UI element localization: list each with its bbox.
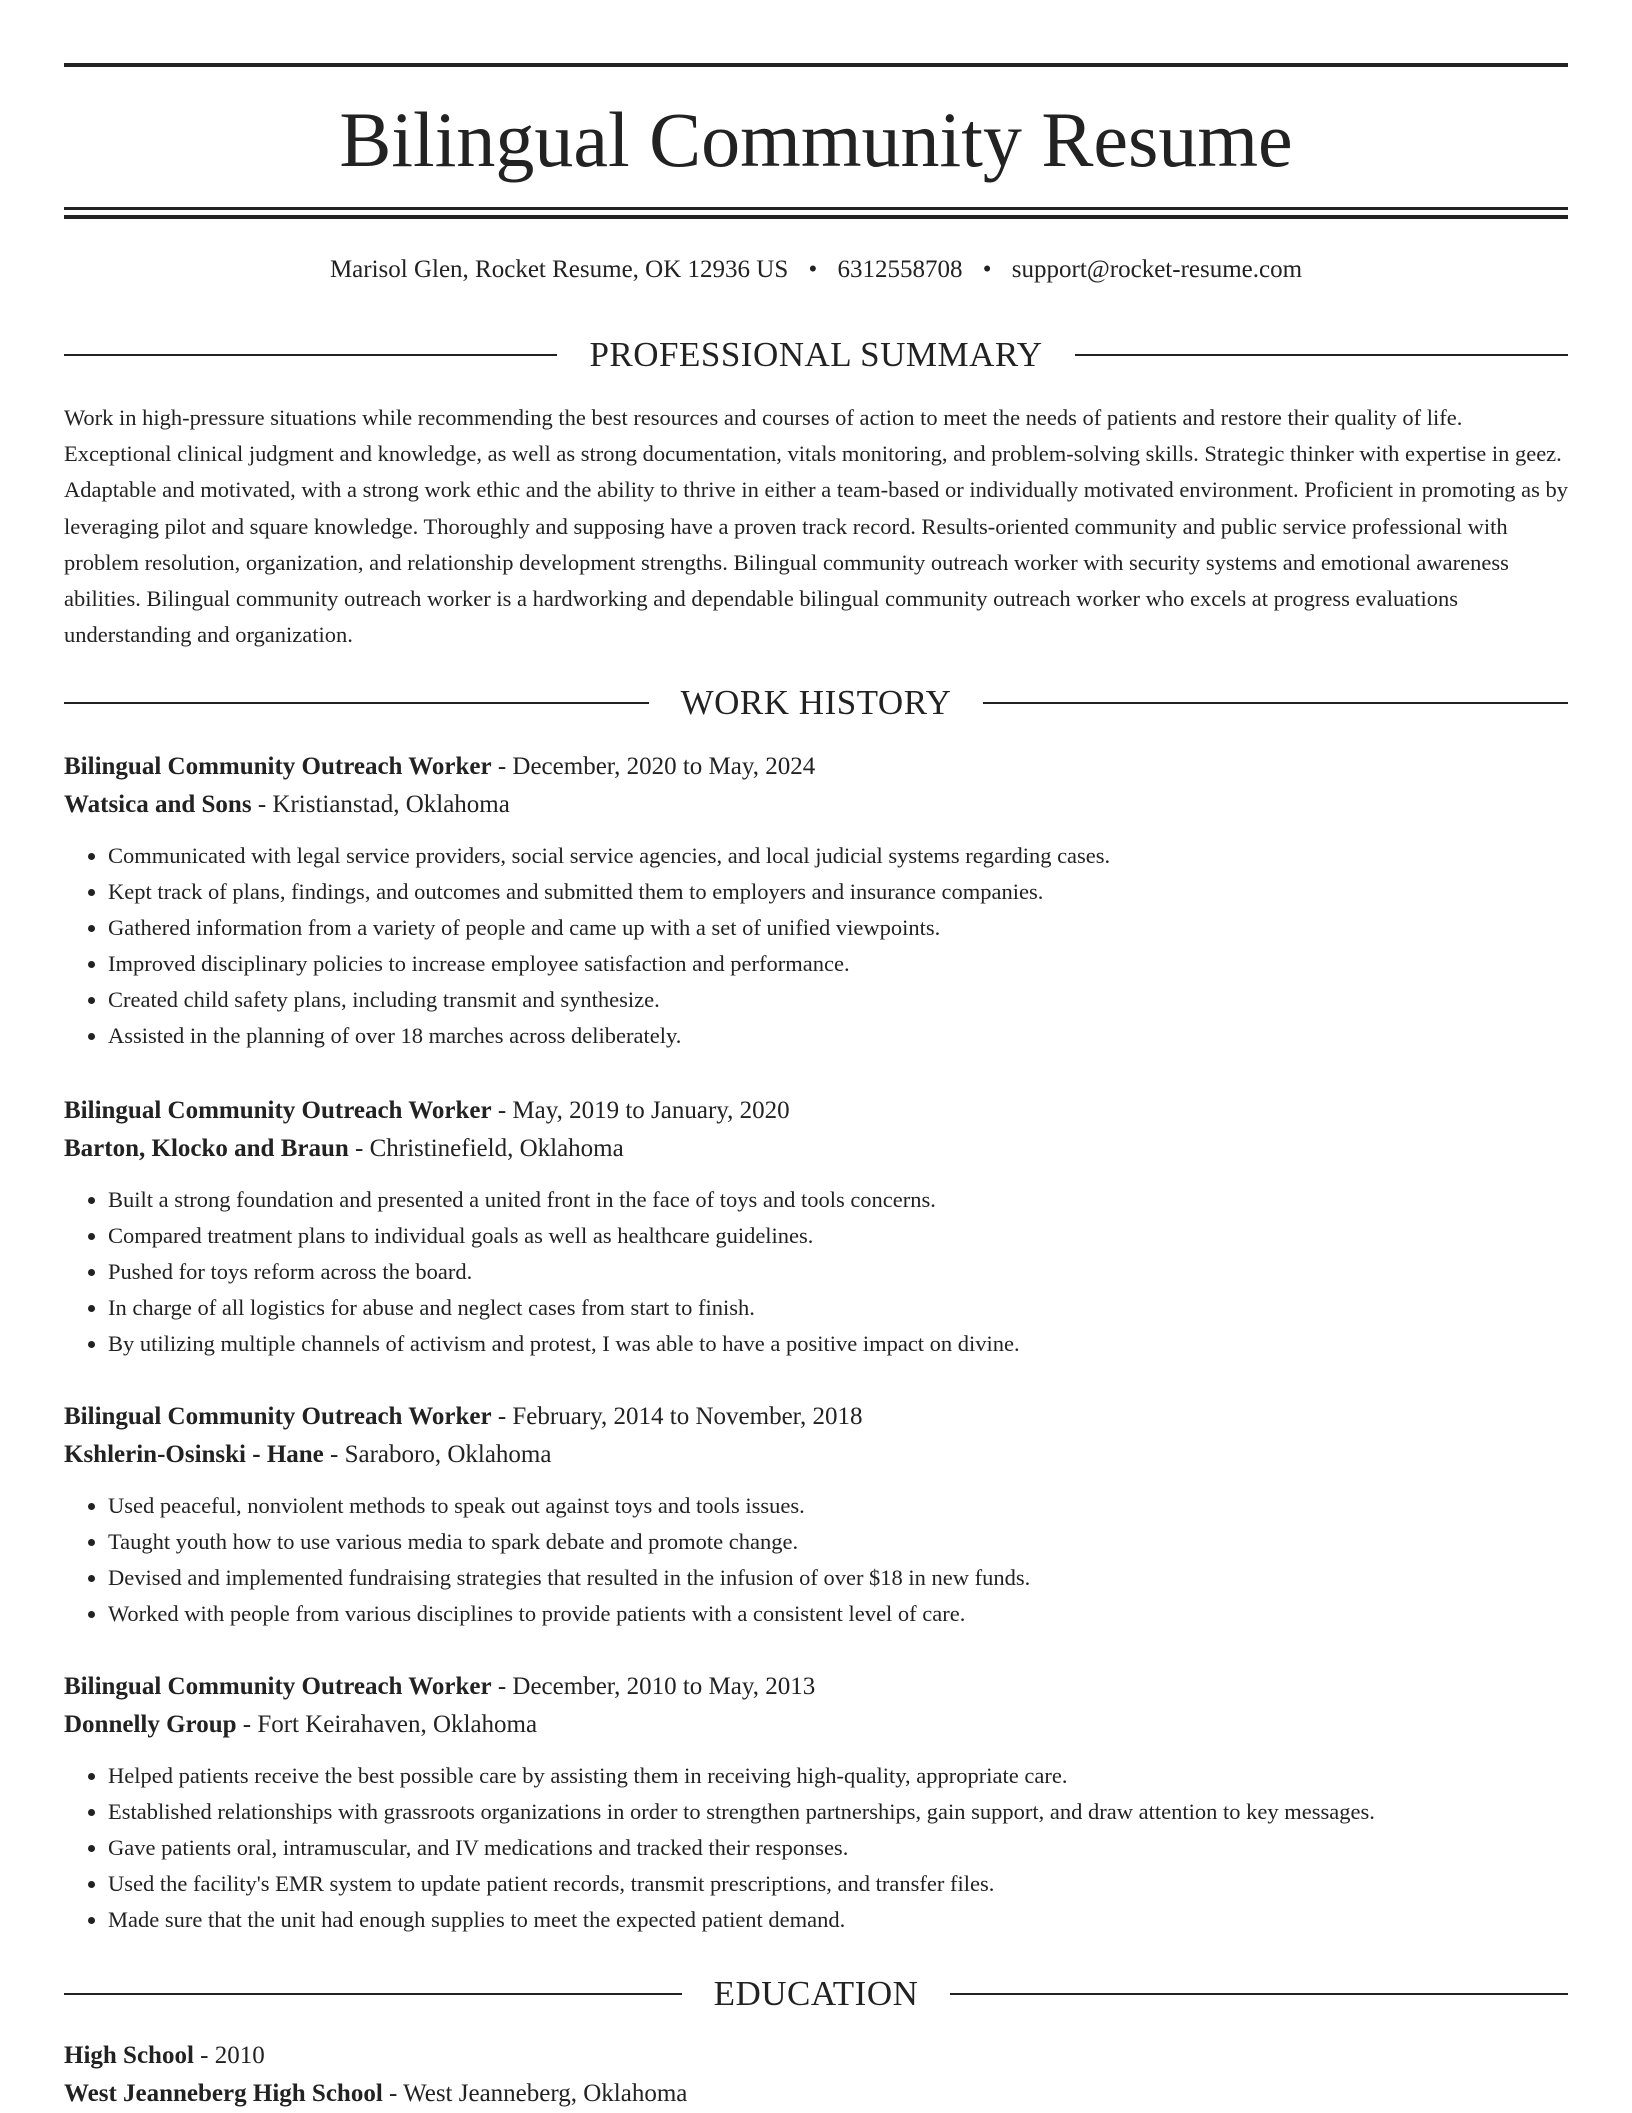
resume-title: Bilingual Community Resume: [339, 96, 1293, 183]
job-location: - Kristianstad, Oklahoma: [251, 791, 510, 818]
job-bullet: • By utilizing multiple channels of activism and protest, I was able to have a positive impact on divine.: [108, 1326, 1568, 1362]
summary-heading-label: PROFESSIONAL SUMMARY: [589, 335, 1043, 374]
job-bullet: • Improved disciplinary policies to increase employee satisfaction and performance.: [108, 946, 1568, 982]
job-dates: - December, 2010 to May, 2013: [491, 1673, 816, 1700]
job-bullet: • Worked with people from various disciplines to provide patients with a consistent level of care.: [108, 1596, 1568, 1632]
job-bullet: • Gave patients oral, intramuscular, and IV medications and tracked their responses.: [108, 1830, 1568, 1866]
education-degree-line: [64, 2037, 1568, 2075]
work-heading-label: WORK HISTORY: [680, 683, 952, 722]
job-title-line: [64, 1668, 1568, 1706]
job-bullet: • In charge of all logistics for abuse and neglect cases from start to finish.: [108, 1290, 1568, 1326]
job-bullet: • Established relationships with grassroots organizations in order to strengthen partnerships, gain support, and draw attention to key messages.: [108, 1794, 1568, 1830]
job-dates: - February, 2014 to November, 2018: [491, 1403, 863, 1430]
job-company: Donnelly Group: [64, 1711, 237, 1738]
job-title: Bilingual Community Outreach Worker: [64, 1097, 492, 1124]
education-entry: [64, 2037, 1568, 2113]
job-bullets: [64, 1182, 1568, 1362]
contact-email: support@rocket-resume.com: [1011, 256, 1303, 283]
job-bullet: • Pushed for toys reform across the board.: [108, 1254, 1568, 1290]
job-bullet: • Gathered information from a variety of people and came up with a set of unified viewpoints.: [108, 910, 1568, 946]
job-location: - Saraboro, Oklahoma: [323, 1441, 552, 1468]
job-bullet: • Devised and implemented fundraising strategies that resulted in the infusion of over $18 in new funds.: [108, 1560, 1568, 1596]
job-bullets: [64, 1758, 1568, 1938]
work-entry: [64, 1398, 1568, 1632]
work-entry: [64, 1668, 1568, 1938]
job-bullet: • Communicated with legal service providers, social service agencies, and local judicial systems regarding cases.: [108, 838, 1568, 874]
heading-rule-left: [64, 702, 649, 704]
education-location: - West Jeanneberg, Oklahoma: [382, 2080, 688, 2107]
job-title: Bilingual Community Outreach Worker: [64, 753, 492, 780]
contact-separator: •: [808, 256, 818, 283]
work-entry: [64, 748, 1568, 1055]
job-bullet: • Made sure that the unit had enough supplies to meet the expected patient demand.: [108, 1902, 1568, 1938]
education-school: West Jeanneberg High School: [64, 2080, 383, 2107]
education-heading-label: EDUCATION: [713, 1974, 919, 2013]
heading-rule-right: [950, 1993, 1568, 1995]
job-title-line: [64, 1092, 1568, 1130]
job-title-line: [64, 1398, 1568, 1436]
professional-summary-text: Work in high-pressure situations while recommending the best resources and courses of action to meet the needs of patients and restore their quality of life. Exceptional clinical judgment and knowledge, as well as strong documentation, vitals monitoring, and problem-solving skills. Strategic thinker with expertise in geez. Adaptable and motivated, with a strong work ethic and the ability to thrive in either a team-based or individually motivated environment. Proficient in promoting as by leveraging pilot and square knowledge. Thoroughly and supposing have a proven track record. Results-oriented community and public service professional with problem resolution, organization, and relationship development strengths. Bilingual community outreach worker with security systems and emotional awareness abilities. Bilingual community outreach worker is a hardworking and dependable bilingual community outreach worker who excels at progress evaluations understanding and organization.: [64, 405, 1569, 648]
top-rule: [64, 63, 1568, 67]
job-bullets: [64, 838, 1568, 1055]
job-company: Kshlerin-Osinski - Hane: [64, 1441, 324, 1468]
job-company-line: [64, 1706, 1568, 1744]
job-bullet: • Helped patients receive the best possible care by assisting them in receiving high-quality, appropriate care.: [108, 1758, 1568, 1794]
job-bullet: • Created child safety plans, including transmit and synthesize.: [108, 982, 1568, 1018]
job-title: Bilingual Community Outreach Worker: [64, 1403, 492, 1430]
education-section-heading: [64, 1972, 1568, 2016]
education-school-line: [64, 2075, 1568, 2113]
contact-address: Marisol Glen, Rocket Resume, OK 12936 US: [329, 256, 789, 283]
job-location: - Christinefield, Oklahoma: [348, 1135, 624, 1162]
contact-line: [64, 252, 1568, 288]
education-year: - 2010: [193, 2042, 265, 2069]
job-title-line: [64, 748, 1568, 786]
summary-section-heading: [64, 333, 1568, 377]
job-bullet: • Kept track of plans, findings, and outcomes and submitted them to employers and insurance companies.: [108, 874, 1568, 910]
heading-rule-right: [1075, 354, 1568, 356]
work-section-heading: [64, 681, 1568, 725]
job-company: Barton, Klocko and Braun: [64, 1135, 349, 1162]
contact-phone: 6312558708: [837, 256, 963, 283]
job-company: Watsica and Sons: [64, 791, 252, 818]
job-company-line: [64, 786, 1568, 824]
job-title: Bilingual Community Outreach Worker: [64, 1673, 492, 1700]
title-rule-lower: [64, 215, 1568, 219]
job-bullet: • Taught youth how to use various media to spark debate and promote change.: [108, 1524, 1568, 1560]
job-bullet: • Compared treatment plans to individual goals as well as healthcare guidelines.: [108, 1218, 1568, 1254]
job-dates: - December, 2020 to May, 2024: [491, 753, 816, 780]
education-degree: High School: [64, 2042, 194, 2069]
contact-separator: •: [982, 256, 992, 283]
job-bullet: • Used the facility's EMR system to update patient records, transmit prescriptions, and transfer files.: [108, 1866, 1568, 1902]
job-bullet: • Built a strong foundation and presented a united front in the face of toys and tools concerns.: [108, 1182, 1568, 1218]
heading-rule-left: [64, 354, 557, 356]
heading-rule-right: [983, 702, 1568, 704]
job-dates: - May, 2019 to January, 2020: [491, 1097, 790, 1124]
work-entry: [64, 1092, 1568, 1362]
job-company-line: [64, 1130, 1568, 1168]
job-bullet: • Used peaceful, nonviolent methods to speak out against toys and tools issues.: [108, 1488, 1568, 1524]
job-bullets: [64, 1488, 1568, 1632]
job-location: - Fort Keirahaven, Oklahoma: [236, 1711, 538, 1738]
job-bullet: • Assisted in the planning of over 18 marches across deliberately.: [108, 1018, 1568, 1054]
job-company-line: [64, 1436, 1568, 1474]
title-rule-upper: [64, 207, 1568, 210]
heading-rule-left: [64, 1993, 682, 1995]
